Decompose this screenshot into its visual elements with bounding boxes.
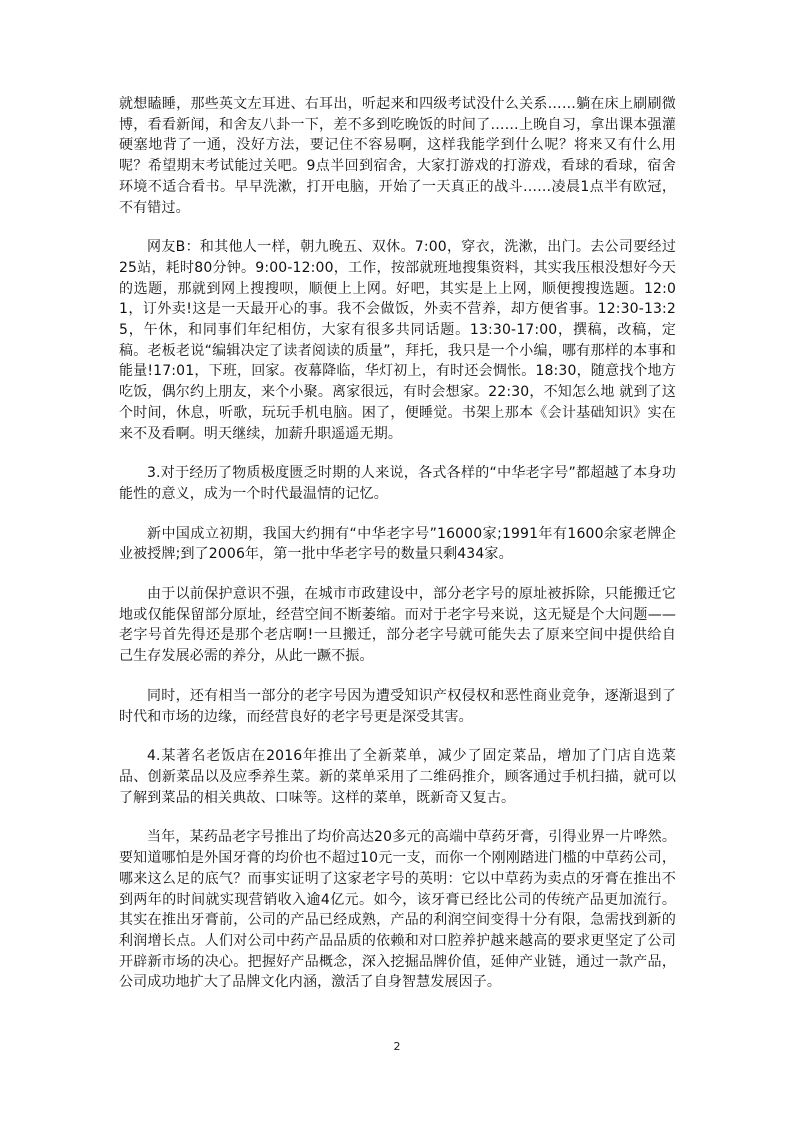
paragraph-continuation: 就想瞌睡，那些英文左耳进、右耳出，听起来和四级考试没什么关系……躺在床上刷刷微博，看看新闻，和舍友八卦一下，差不多到吃晚饭的时间了……上晚自习，拿出课本强灌硬塞地背了一通，没好方法，要记住不容易啊，这样我能学到什么呢？将来又有什么用呢？希望期末考试能过关吧。9点半回到宿舍，大家打游戏的打游戏，看球的看球，宿舍环境不适合看书。早早洗漱，打开电脑，开始了一天真正的战斗……凌晨1点半有欧冠，不有错过。 [119, 96, 676, 216]
paragraph-item-3: 3.对于经历了物质极度匮乏时期的人来说，各式各样的“中华老字号”都超越了本身功能性的意义，成为一个时代最温情的记忆。 [119, 465, 676, 502]
document-body [119, 94, 676, 1012]
paragraph-netizen-b: 网友B：和其他人一样，朝九晚五、双休。7:00，穿衣，洗漱，出门。去公司要经过25站，耗时80分钟。9:00-12:00，工作，按部就班地搜集资料，其实我压根没想好今天的选题，那就到网上搜搜呗，顺便上上网。好吧，其实是上上网，顺便搜搜选题。12:01，订外卖!这是一天最开心的事。我不会做饭，外卖不营养，却方便省事。12:30-13:25，午休，和同事们年纪相仿，大家有很多共同话题。13:30-17:00，撰稿，改稿，定稿。老板老说“编辑决定了读者阅读的质量”，拜托，我只是一个小编，哪有那样的本事和能量!17:01，下班，回家。夜幕降临，华灯初上，有时还会惆怅。18:30，随意找个地方吃饭，偶尔约上朋友，来个小聚。离家很远，有时会想家。22:30，不知怎么地 就到了这个时间，休息，听歌，玩玩手机电脑。困了，便睡觉。书架上那本《会计基础知识》实在来不及看啊。明天继续，加薪升职遥遥无期。 [119, 239, 677, 442]
paragraph-brand-count: 新中国成立初期，我国大约拥有“中华老字号”16000家;1991年有1600余家老牌企业被授牌;到了2006年，第一批中华老字号的数量只剩434家。 [119, 525, 676, 563]
paragraph-item-4: 4.某著名老饭店在2016年推出了全新菜单，减少了固定菜品，增加了门店自选菜品、创新菜品以及应季养生菜。新的菜单采用了二维码推介，顾客通过手机扫描，就可以了解到菜品的相关典故、口味等。这样的菜单，既新奇又复古。 [119, 748, 676, 806]
paragraph-competition: 同时，还有相当一部分的老字号因为遭受知识产权侵权和恶性商业竞争，逐渐退到了时代和市场的边缘，而经营良好的老字号更是深受其害。 [119, 687, 676, 725]
paragraph-relocation: 由于以前保护意识不强，在城市市政建设中，部分老字号的原址被拆除，只能搬迁它地或仅能保留部分原址，经营空间不断萎缩。而对于老字号来说，这无疑是个大问题——老字号首先得还是那个老店啊!一旦搬迁，部分老字号就可能失去了原来空间中提供给自己生存发展必需的养分，从此一蹶不振。 [119, 586, 676, 665]
paragraph-toothpaste: 当年，某药品老字号推出了均价高达20多元的高端中草药牙膏，引得业界一片哗然。要知道哪怕是外国牙膏的均价也不超过10元一支，而你一个刚刚踏进门槛的中草药公司，哪来这么足的底气？而事实证明了这家老字号的英明：它以中草药为卖点的牙膏在推出不到两年的时间就实现营销收入逾4亿元。如今，该牙膏已经比公司的传统产品更加流行。其实在推出牙膏前，公司的产品已经成熟，产品的利润空间变得十分有限，急需找到新的利润增长点。人们对公司中药产品品质的依赖和对口腔养护越来越高的要求更坚定了公司开辟新市场的决心。把握好产品概念，深入挖掘品牌价值，延伸产业链，通过一款产品，公司成功地扩大了品牌文化内涵，激活了自身智慧发展因子。 [119, 829, 676, 991]
page-number: 2 [393, 1040, 401, 1053]
